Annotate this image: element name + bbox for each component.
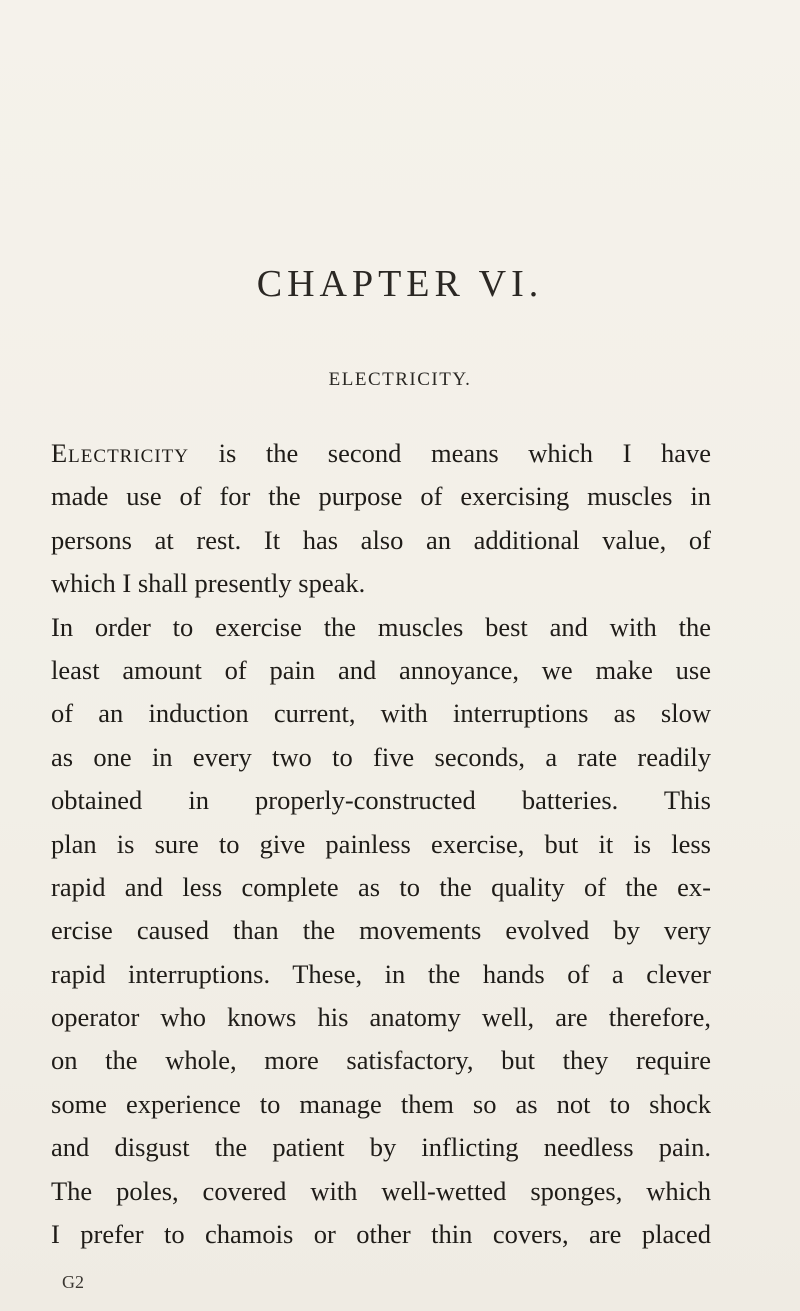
text-line: I prefer to chamois or other thin covers, are placed [51,1219,711,1250]
text-line: rapid interruptions. These, in the hands of a clever [51,958,711,989]
text-line: obtained in properly-constructed batteries. This [51,785,711,816]
text-line: Electricity is the second means which I have [51,438,711,468]
chapter-subheading: ELECTRICITY. [328,369,472,390]
text-line: made use of for the purpose of exercising muscles in [51,481,711,512]
text-line: and disgust the patient by inflicting needless pain. [51,1132,711,1163]
text-line: persons at rest. It has also an additional value, of [51,524,711,555]
text-line: on the whole, more satisfactory, but they require [51,1045,711,1076]
text-line: some experience to manage them so as not to shock [51,1088,711,1119]
text-line: which I shall presently speak. [51,568,366,599]
text-line: as one in every two to five seconds, a rate readily [51,741,711,772]
text-line: ercise caused than the movements evolved by very [51,915,711,946]
text-line: of an induction current, with interruptions as slow [51,698,711,729]
text-line: rapid and less complete as to the quality of the ex- [51,871,711,902]
signature-mark: G2 [62,1272,84,1292]
text-line: The poles, covered with well-wetted sponges, which [51,1175,711,1206]
text-line: plan is sure to give painless exercise, but it is less [51,828,711,859]
text-line: operator who knows his anatomy well, are therefore, [51,1002,711,1033]
body-text [51,432,711,1256]
paragraph-lead-word: Electricity [51,438,190,468]
chapter-heading: CHAPTER VI. [256,263,544,305]
text-line: least amount of pain and annoyance, we make use [51,654,711,685]
text-line: In order to exercise the muscles best and with the [51,611,711,642]
